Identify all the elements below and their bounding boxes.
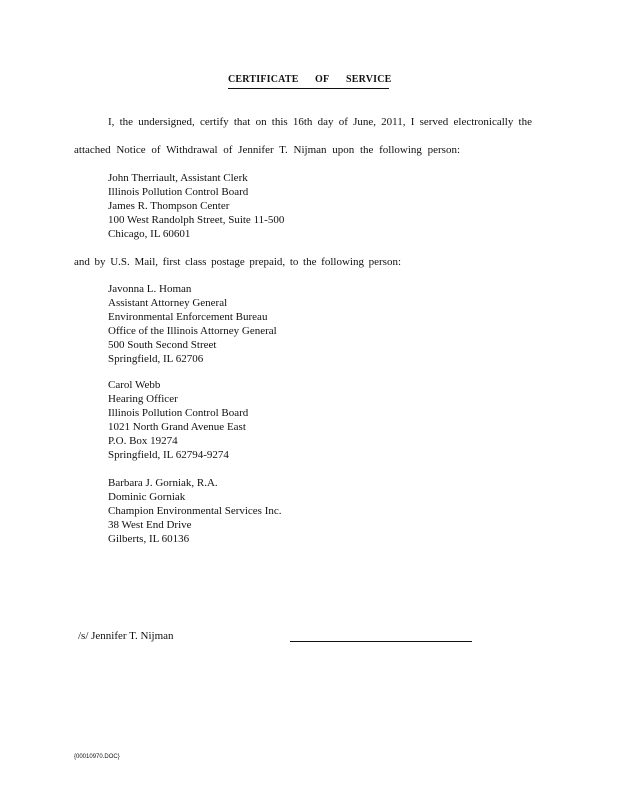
address-line: Dominic Gorniak — [108, 491, 186, 503]
address-line: Assistant Attorney General — [108, 297, 228, 309]
address-line: 38 West End Drive — [108, 519, 192, 531]
mail-intro: and by U.S. Mail, first class postage prepaid, to the following person: — [74, 256, 401, 268]
address-line: Barbara J. Gorniak, R.A. — [108, 477, 218, 489]
electronic-recipient-address — [108, 171, 284, 241]
title-word-service: SERVICE — [346, 74, 392, 85]
address-line: Illinois Pollution Control Board — [108, 186, 249, 198]
address-line: Carol Webb — [108, 379, 161, 391]
address-line: Environmental Enforcement Bureau — [108, 311, 268, 323]
mail-recipient-homan — [108, 282, 277, 366]
intro-line-1: I, the undersigned, certify that on this 16th day of June, 2011, I served electronically the — [108, 116, 532, 128]
mail-recipient-webb — [108, 378, 248, 462]
address-line: Hearing Officer — [108, 393, 178, 405]
certificate-title — [228, 74, 392, 89]
address-line: 100 West Randolph Street, Suite 11-500 — [108, 214, 285, 226]
title-word-of: OF — [315, 74, 330, 85]
address-line: James R. Thompson Center — [108, 200, 230, 212]
address-line: Springfield, IL 62706 — [108, 353, 204, 365]
signature-line — [290, 641, 472, 642]
document-id-footer: {00010970.DOC} — [74, 754, 120, 760]
signature-text: /s/ Jennifer T. Nijman — [78, 630, 174, 642]
address-line: 1021 North Grand Avenue East — [108, 421, 246, 433]
address-line: Champion Environmental Services Inc. — [108, 505, 282, 517]
title-word-certificate: CERTIFICATE — [228, 74, 299, 85]
mail-recipient-gorniak — [108, 476, 282, 546]
intro-line-2: attached Notice of Withdrawal of Jennifer T. Nijman upon the following person: — [74, 144, 460, 156]
address-line: 500 South Second Street — [108, 339, 217, 351]
address-line: Springfield, IL 62794-9274 — [108, 449, 229, 461]
address-line: P.O. Box 19274 — [108, 435, 178, 447]
address-line: Gilberts, IL 60136 — [108, 533, 190, 545]
address-line: Chicago, IL 60601 — [108, 228, 191, 240]
address-line: Illinois Pollution Control Board — [108, 407, 249, 419]
address-line: Office of the Illinois Attorney General — [108, 325, 277, 337]
address-line: Javonna L. Homan — [108, 283, 192, 295]
address-line: John Therriault, Assistant Clerk — [108, 172, 248, 184]
